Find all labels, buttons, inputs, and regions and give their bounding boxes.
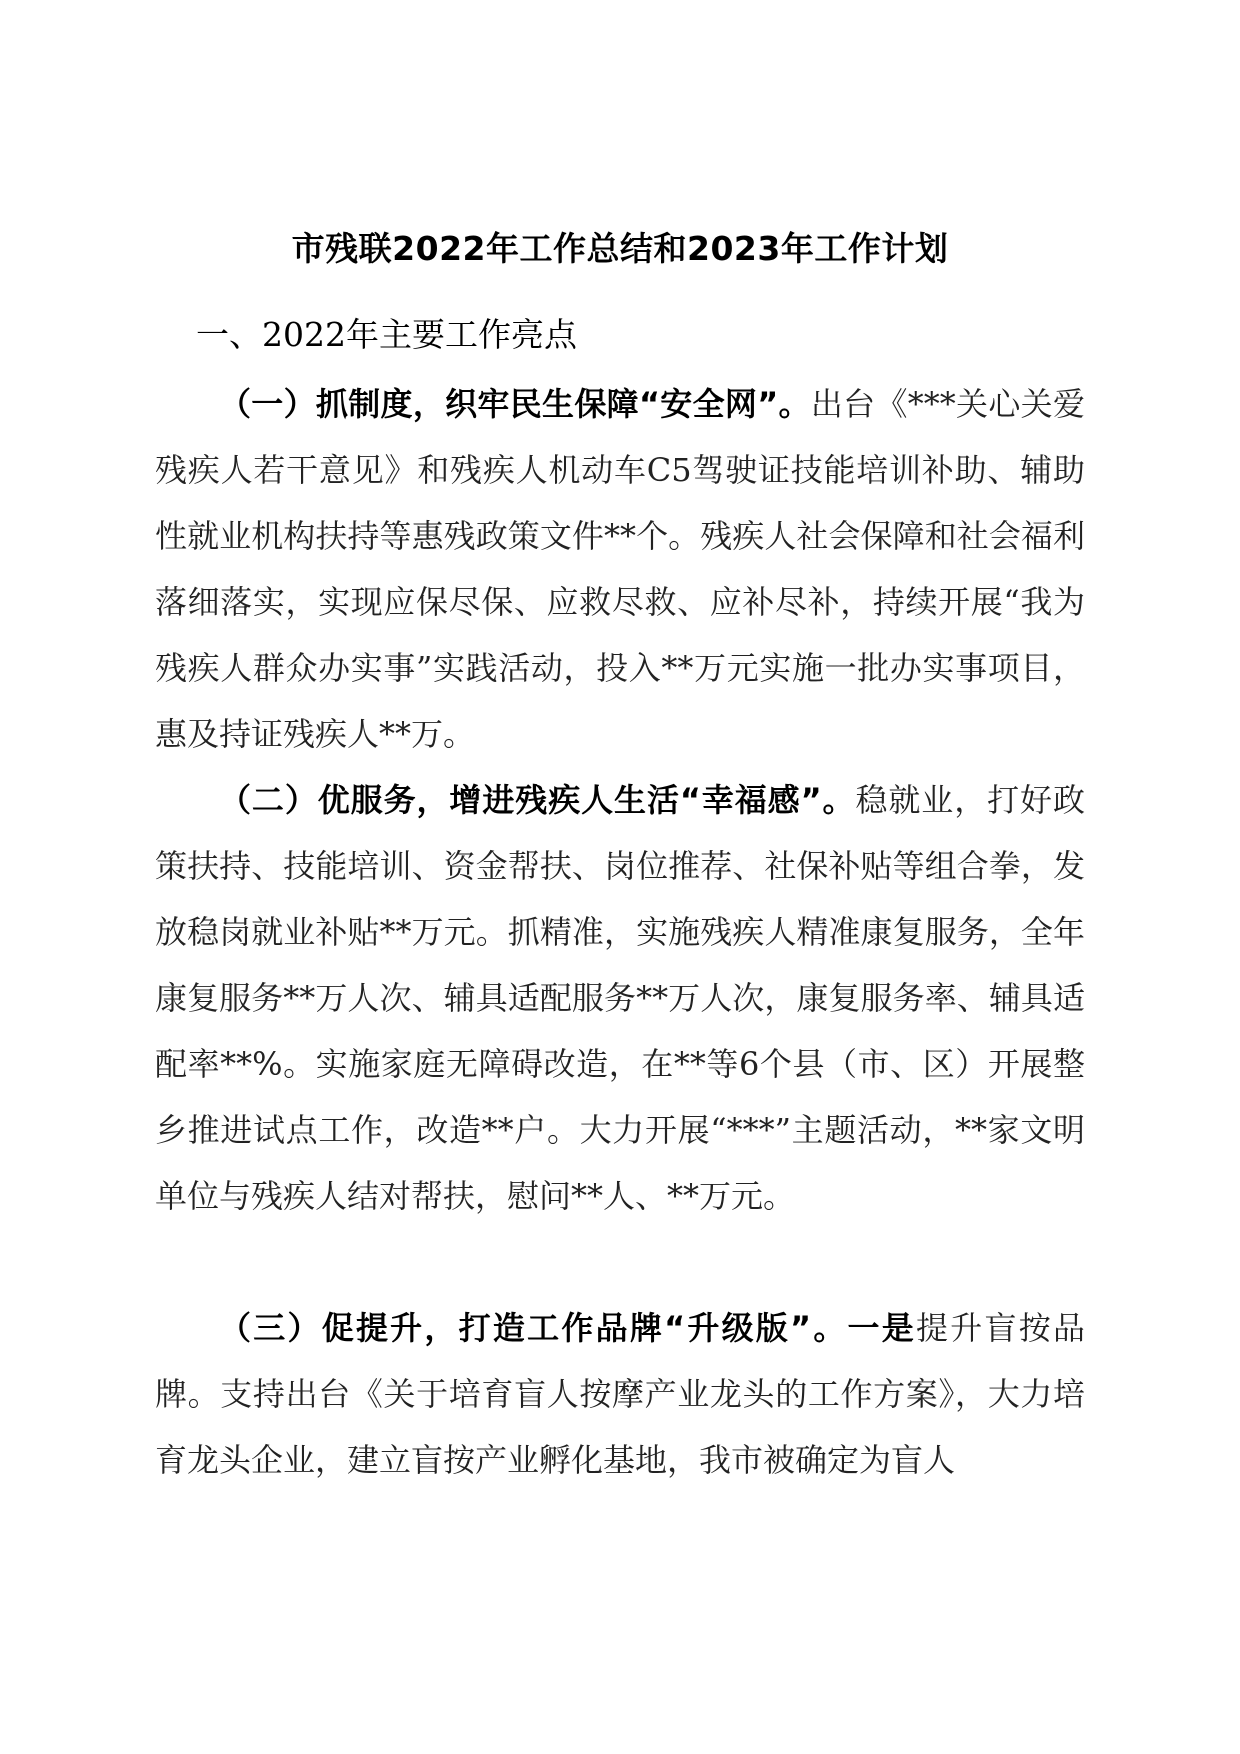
- paragraph-3-lead: （三）促提升，打造工作品牌“升级版”。一是: [219, 1309, 917, 1347]
- paragraph-1-text: 出台《***关心关爱残疾人若干意见》和残疾人机动车C5驾驶证技能培训补助、辅助性就业机构扶持等惠残政策文件**个。残疾人社会保障和社会福利落细落实，实现应保尽保、应救尽救、应补尽补，持续开展“我为残疾人群众办实事”实践活动，投入**万元实施一批办实事项目，惠及持证残疾人**万。: [155, 385, 1085, 753]
- paragraph-1: [155, 371, 1085, 767]
- paragraph-3-text: 提升盲按品牌。支持出台《关于培育盲人按摩产业龙头的工作方案》，大力培育龙头企业，建立盲按产业孵化基地，我市被确定为盲人: [155, 1309, 1085, 1479]
- paragraph-2-text: 稳就业，打好政策扶持、技能培训、资金帮扶、岗位推荐、社保补贴等组合拳，发放稳岗就业补贴**万元。抓精准，实施残疾人精准康复服务，全年康复服务**万人次、辅具适配服务**万人次，康复服务率、辅具适配率**%。实施家庭无障碍改造，在**等6个县（市、区）开展整乡推进试点工作，改造**户。大力开展“***”主题活动，**家文明单位与残疾人结对帮扶，慰问**人、**万元。: [155, 781, 1085, 1215]
- paragraph-1-lead: （一）抓制度，织牢民生保障“安全网”。: [219, 385, 811, 423]
- paragraph-2: [155, 767, 1085, 1229]
- document-title: 市残联2022年工作总结和2023年工作计划: [291, 229, 949, 268]
- paragraph-2-lead: （二）优服务，增进残疾人生活“幸福感”。: [219, 781, 856, 819]
- section-heading: 一、2022年主要工作亮点: [196, 315, 577, 354]
- paragraph-3: [155, 1295, 1085, 1493]
